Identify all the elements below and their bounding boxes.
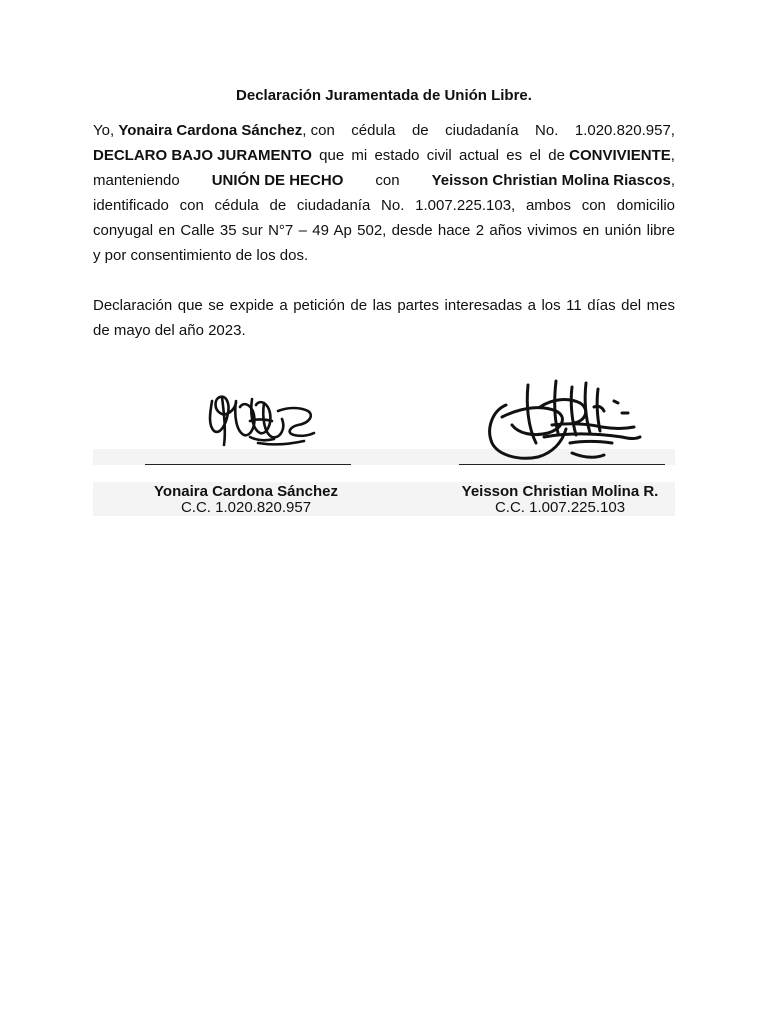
text-fragment: de CONVIVIENTE, <box>548 147 675 164</box>
text-fragment: estado <box>374 147 420 164</box>
text-fragment: es <box>506 147 523 164</box>
text-fragment: Yo, Yonaira Cardona Sánchez, con <box>93 122 335 139</box>
text-fragment: Yeisson Christian Molina Riascos, <box>431 172 675 189</box>
signer-name-right: Yeisson Christian Molina R. <box>461 483 659 500</box>
text-fragment: con <box>375 172 400 189</box>
signature-line-right <box>459 448 665 465</box>
text-fragment: ciudadanía <box>445 122 519 139</box>
text-fragment: No. <box>535 122 559 139</box>
text-fragment: manteniendo <box>93 172 180 189</box>
text-fragment: civil <box>426 147 452 164</box>
oath-phrase: DECLARO BAJO JURAMENTO <box>93 147 312 164</box>
paragraph-line: Declaración que se expide a petición de las partes interesadas a los 11 días del mes <box>93 297 675 314</box>
document-title: Declaración Juramentada de Unión Libre. <box>236 87 532 104</box>
signature-image-left <box>200 383 318 455</box>
text-fragment: el <box>529 147 542 164</box>
paragraph-line: y por consentimiento de los dos. <box>93 247 309 264</box>
paragraph-line <box>93 118 675 143</box>
paragraph-line <box>93 143 675 168</box>
text-fragment: que <box>319 147 345 164</box>
union-phrase: UNIÓN DE HECHO <box>211 172 344 189</box>
text-fragment: actual <box>458 147 500 164</box>
paragraph-line <box>93 168 675 193</box>
declaration-paragraph <box>93 118 675 268</box>
paragraph-line: conyugal en Calle 35 sur N°7 – 49 Ap 502, desde hace 2 años vivimos en unión libre <box>93 222 675 239</box>
declarant-name: Yonaira Cardona Sánchez <box>118 122 303 139</box>
paragraph-line: identificado con cédula de ciudadanía No. 1.007.225.103, ambos con domicilio <box>93 197 675 214</box>
issuance-paragraph <box>93 293 675 343</box>
text-fragment: mi <box>351 147 368 164</box>
paragraph-line: de mayo del año 2023. <box>93 322 246 339</box>
civil-status: CONVIVIENTE <box>569 147 671 164</box>
text-fragment: cédula <box>351 122 396 139</box>
text-fragment: de <box>411 122 429 139</box>
signer-id-right: C.C. 1.007.225.103 <box>494 499 626 516</box>
signer-name-left: Yonaira Cardona Sánchez <box>154 483 338 500</box>
text-fragment: 1.020.820.957, <box>574 122 675 139</box>
signature-line-left <box>145 448 351 465</box>
signer-id-left: C.C. 1.020.820.957 <box>180 499 312 516</box>
partner-name: Yeisson Christian Molina Riascos <box>431 172 671 189</box>
